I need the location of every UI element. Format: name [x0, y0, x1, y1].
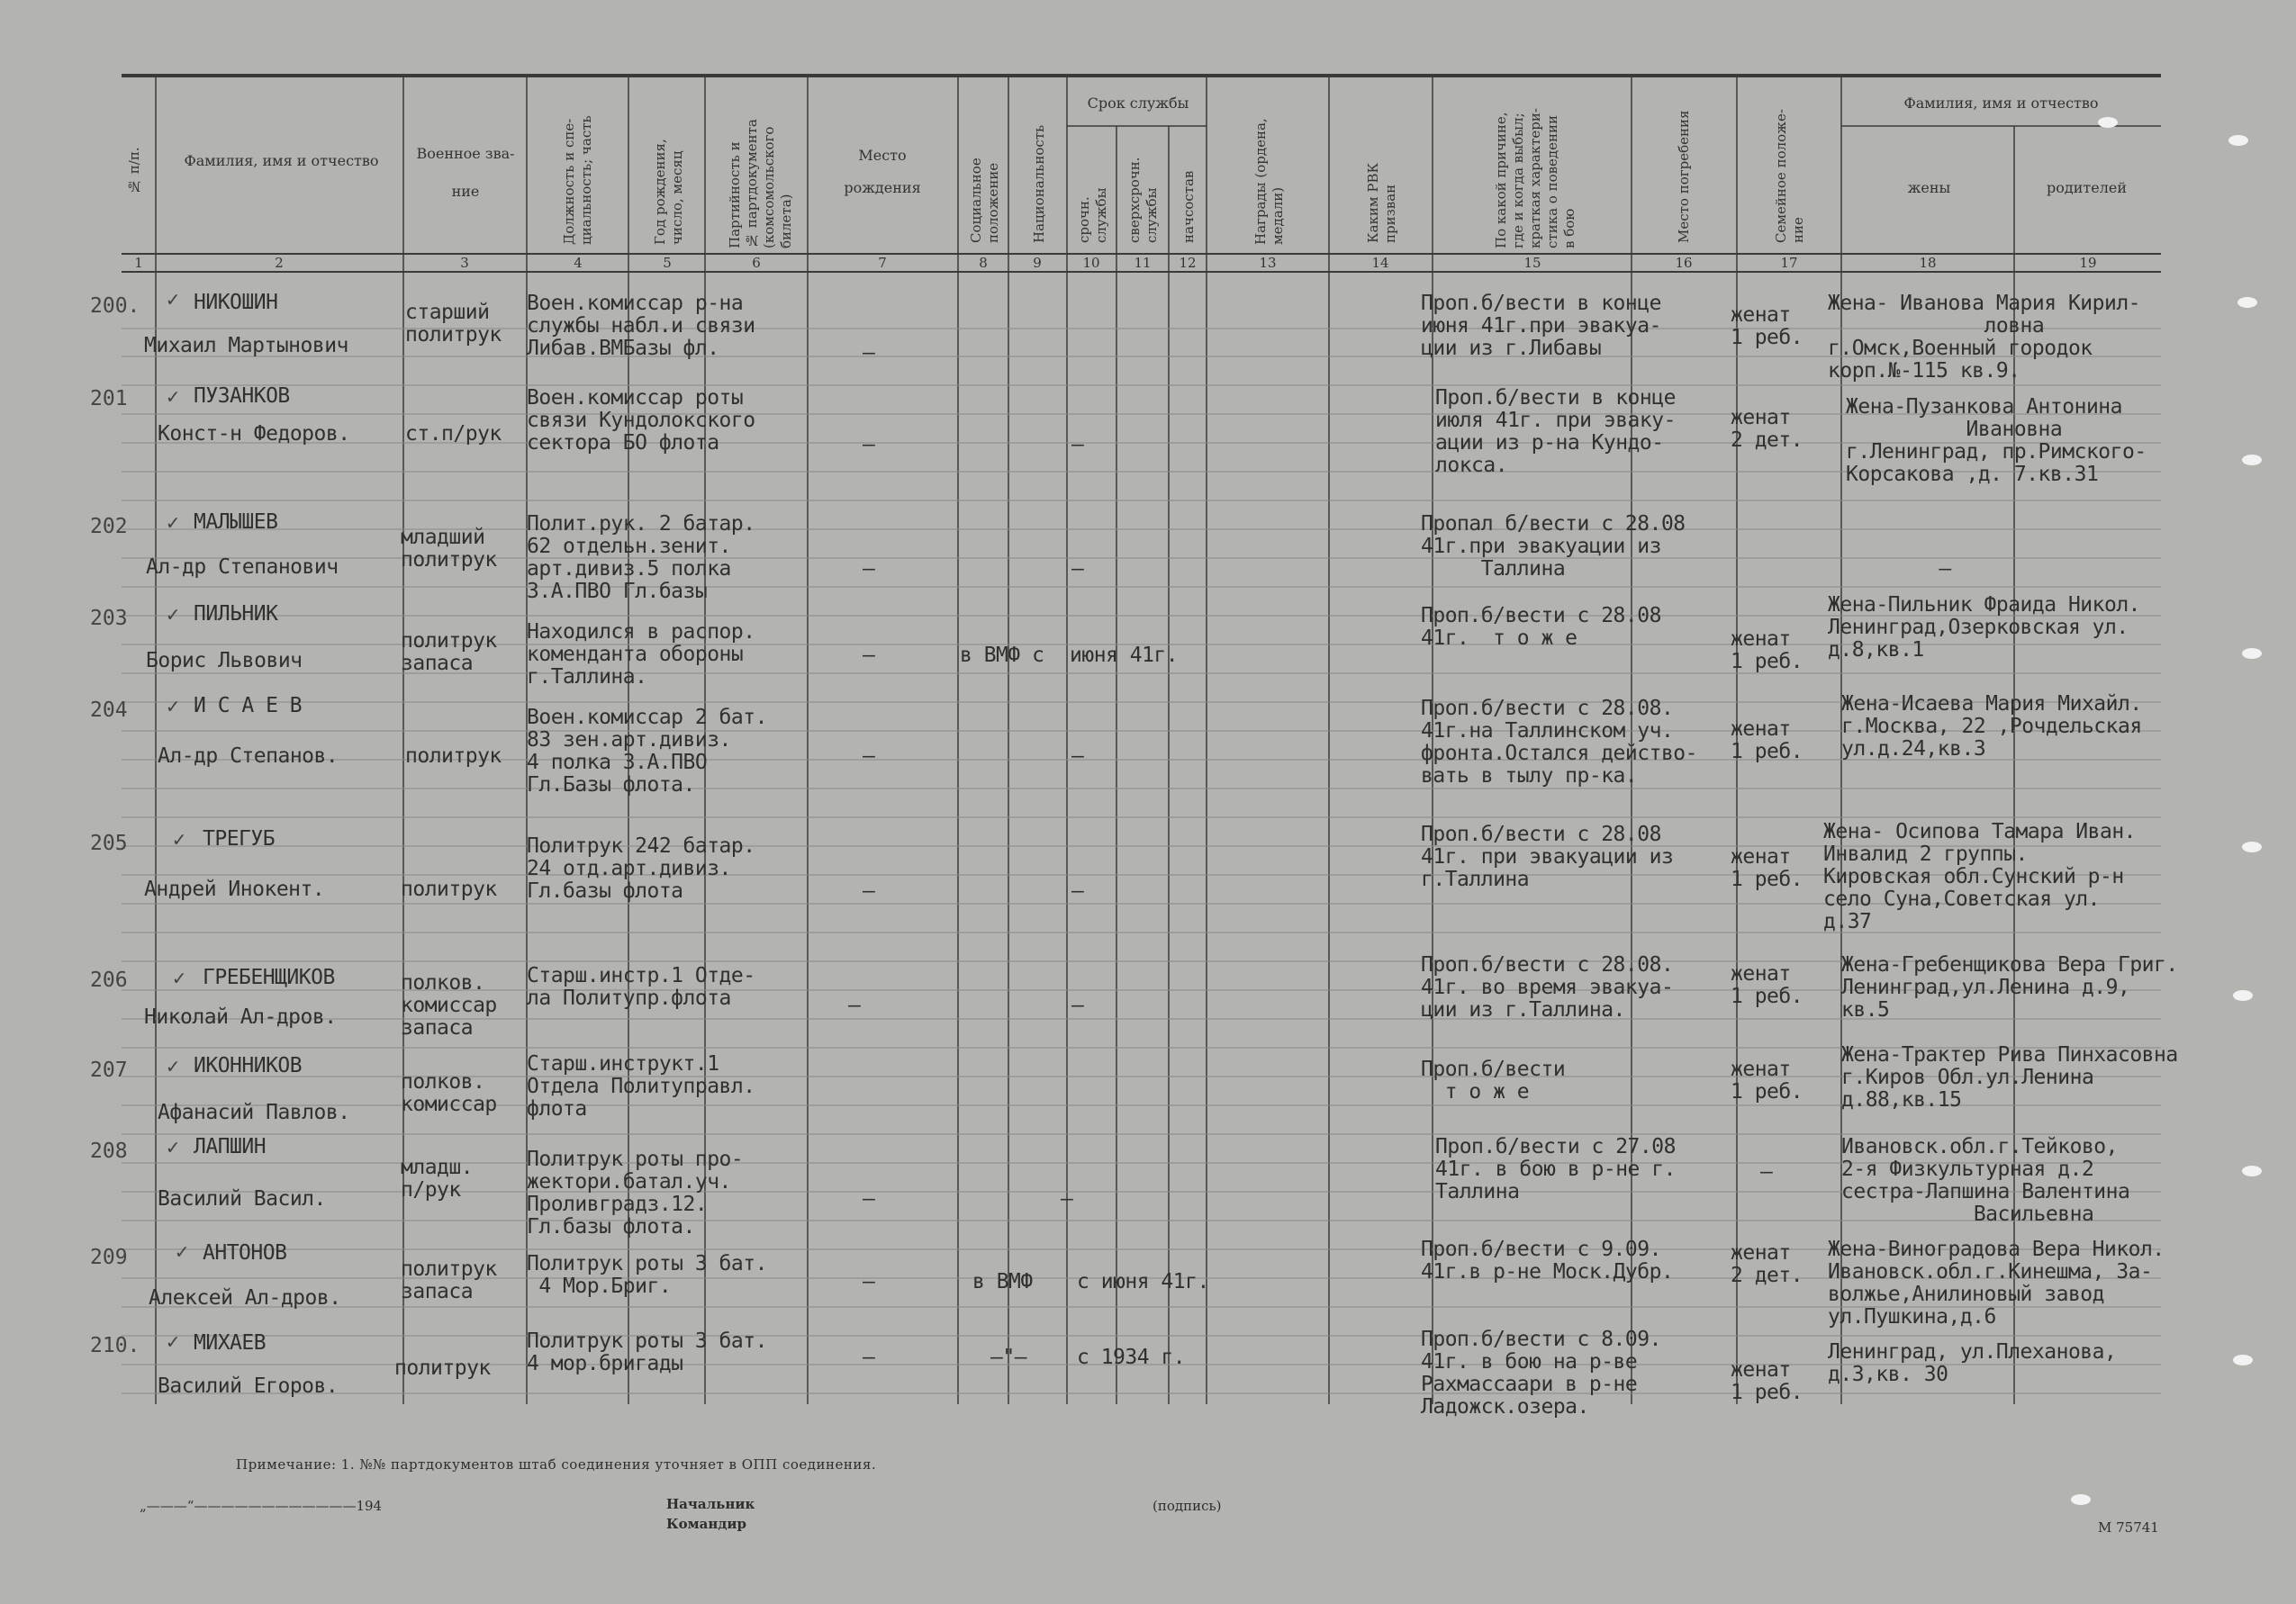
wife-info: Жена- Осипова Тамара Иван. Инвалид 2 группы. Кировская обл.Сунский р-н село Суна,Советская ул. д.37: [1823, 820, 2137, 933]
col-number: 18: [1919, 255, 1937, 271]
col-number: 12: [1179, 255, 1197, 271]
wife-info: Жена- Иванова Мария Кирил- ловна г.Омск,Военный городок корп.№-115 кв.9.: [1828, 292, 2141, 383]
header-rvk: Каким РВК призван: [1365, 162, 1398, 243]
col-number: 3: [460, 255, 469, 271]
col-number: 5: [663, 255, 672, 271]
wife-info: Жена-Пузанкова Антонина Ивановна г.Ленинград, пр.Римского- Корсакова ,д. 7.кв.31: [1846, 395, 2147, 486]
punch-hole: [2242, 455, 2262, 465]
reason: Проп.б/вести с 28.08 41г. при эвакуации из г.Таллина: [1421, 823, 1674, 891]
checkmark-icon: ✓: [167, 1055, 179, 1078]
position: Воен.комиссар р-на службы набл.и связи Либав.ВМБазы фл.: [527, 292, 755, 360]
col-number: 1: [134, 255, 143, 271]
row-number: 210.: [90, 1334, 140, 1357]
term-regular: с 1934 г.: [1077, 1346, 1186, 1369]
family-status: женат 1 реб.: [1731, 627, 1803, 673]
col-number: 7: [878, 255, 887, 271]
position: Политрук роты 3 бат. 4 мор.бригады: [527, 1329, 767, 1375]
position: Воен.комиссар 2 бат. 83 зен.арт.дивиз. 4 полка 3.А.ПВО Гл.Базы флота.: [527, 706, 767, 797]
col-number: 13: [1259, 255, 1277, 271]
header-num: № п/п.: [126, 147, 142, 195]
header-officers: начсостав: [1180, 170, 1197, 243]
punch-hole: [2237, 297, 2257, 308]
header-service-term: Срок службы: [1087, 95, 1189, 112]
position: Полит.рук. 2 батар. 62 отдельн.зенит. арт.дивиз.5 полка 3.А.ПВО Гл.базы: [527, 512, 755, 603]
surname: АНТОНОВ: [203, 1241, 287, 1265]
reason: Пропал б/вести с 28.08 41г.при эвакуации из Таллина: [1421, 512, 1686, 581]
surname: МИХАЕВ: [194, 1331, 267, 1355]
reason: Проп.б/вести с 27.08 41г. в бою в р-не г. Таллина: [1435, 1135, 1676, 1203]
position: Политрук 242 батар. 24 отд.арт.дивиз. Гл.базы флота: [527, 834, 755, 903]
rank: политрук запаса: [401, 629, 497, 675]
family-status: женат 1 реб.: [1731, 303, 1803, 349]
header-birthyear: Год рождения, число, месяц: [652, 139, 685, 245]
birthplace: –: [863, 744, 875, 768]
date-line: „———“————————————194: [140, 1498, 383, 1514]
reason: Проп.б/вести с 9.09. 41г.в р-не Моск.Дубр.: [1421, 1238, 1674, 1284]
header-nationality: Национальность: [1030, 124, 1047, 243]
reason: Проп.б/вести в конце июня 41г.при эвакуа- ции из г.Либавы: [1421, 292, 1661, 360]
nationality: в ВМФ: [972, 1270, 1033, 1293]
wife-info: –: [1939, 557, 1951, 581]
checkmark-icon: ✓: [167, 385, 179, 409]
family-status: женат 1 реб.: [1731, 717, 1803, 763]
header-birthplace: Место рождения: [844, 147, 921, 196]
given-name: Борис Львович: [146, 649, 303, 672]
wife-info: Жена-Пильник Фраида Никол. Ленинград,Озерковская ул. д.8,кв.1: [1828, 593, 2141, 662]
row-number: 203: [90, 607, 128, 630]
header-burial: Место погребения: [1675, 110, 1692, 243]
rank: младший политрук: [401, 526, 497, 572]
row-number: 200.: [90, 294, 140, 318]
wife-info: Жена-Трактер Рива Пинхасовна г.Киров Обл.ул.Ленина д.88,кв.15: [1841, 1043, 2178, 1112]
reason: Проп.б/вести с 28.08 41г. т о ж е: [1421, 604, 1661, 650]
reason: Проп.б/вести в конце июля 41г. при эваку- ации из р-на Кундо- локса.: [1435, 386, 1676, 477]
col-number: 17: [1780, 255, 1798, 271]
nationality: в ВМФ с: [960, 644, 1044, 667]
wife-info: Жена-Исаева Мария Михайл. г.Москва, 22 ,Рочдельская ул.д.24,кв.3: [1841, 692, 2142, 761]
col-number: 4: [574, 255, 583, 271]
reason: Проп.б/вести т о ж е: [1421, 1058, 1566, 1104]
header-social: Социальное положение: [968, 158, 1001, 243]
row-number: 208: [90, 1140, 128, 1163]
family-status: женат 2 дет.: [1731, 406, 1803, 452]
row-number: 201: [90, 387, 128, 410]
wife-info: Жена-Виноградова Вера Никол. Ивановск.обл.г.Кинешма, За- волжье,Анилиновый завод ул.Пушкина,д.6: [1828, 1238, 2165, 1329]
punch-hole: [2233, 1355, 2253, 1365]
given-name: Василий Егоров.: [158, 1374, 339, 1398]
term-regular: –: [1071, 744, 1084, 768]
checkmark-icon: ✓: [173, 828, 185, 852]
wife-info: Ленинград, ул.Плеханова, д.3,кв. 30: [1828, 1340, 2117, 1386]
surname: ЛАПШИН: [194, 1135, 267, 1158]
given-name: Афанасий Павлов.: [158, 1101, 350, 1124]
row-number: 204: [90, 698, 128, 722]
term-regular: –: [1071, 557, 1084, 581]
birthplace: –: [863, 557, 875, 581]
checkmark-icon: ✓: [167, 1330, 179, 1354]
given-name: Василий Васил.: [158, 1187, 326, 1211]
given-name: Николай Ал-дров.: [144, 1005, 337, 1029]
checkmark-icon: ✓: [167, 511, 179, 535]
reason: Проп.б/вести с 8.09. 41г. в бою на р-ве Рахмассаари в р-не Ладожск.озера.: [1421, 1328, 1661, 1419]
footnote: Примечание: 1. №№ партдокументов штаб соединения уточняет в ОПП соединения.: [236, 1456, 877, 1473]
family-status: женат 1 реб.: [1731, 962, 1803, 1008]
checkmark-icon: ✓: [167, 695, 179, 718]
position: Политрук роты 3 бат. 4 Мор.Бриг.: [527, 1252, 767, 1298]
nationality: –"–: [990, 1346, 1027, 1369]
header-parents: родителей: [2046, 179, 2127, 196]
header-relatives: Фамилия, имя и отчество: [1903, 95, 2099, 112]
surname: И С А Е В: [194, 694, 303, 717]
rank: политрук: [394, 1356, 491, 1380]
reason: Проп.б/вести с 28.08. 41г.на Таллинском уч. фронта.Остался действо- вать в тылу пр-ка.: [1421, 697, 1697, 788]
col-number: 11: [1134, 255, 1152, 271]
birthplace: –: [863, 644, 875, 667]
rank: ст.п/рук: [405, 422, 502, 446]
rank: полков. комиссар: [401, 1070, 497, 1116]
checkmark-icon: ✓: [173, 967, 185, 990]
family-status: женат 1 реб.: [1731, 1058, 1803, 1104]
surname: ТРЕГУБ: [203, 827, 276, 851]
header-reason: По какой причине, где и когда выбыл; краткая характери- стика о поведении в бою: [1492, 108, 1577, 248]
position: Старш.инструкт.1 Отдела Политуправл. флота: [527, 1052, 755, 1121]
family-status: женат 2 дет.: [1731, 1241, 1803, 1287]
header-term-extended: сверхсрочн. службы: [1126, 157, 1160, 243]
header-party: Партийность и № партдокумента (комсомольского билета): [727, 119, 794, 248]
punch-hole: [2242, 648, 2262, 659]
birthplace: –: [863, 1346, 875, 1369]
rank: политрук запаса: [401, 1257, 497, 1303]
row-number: 205: [90, 832, 128, 855]
checkmark-icon: ✓: [167, 603, 179, 626]
punch-hole: [2233, 990, 2253, 1001]
row-number: 209: [90, 1246, 128, 1269]
row-number: 207: [90, 1059, 128, 1082]
punch-hole: [2242, 842, 2262, 852]
header-awards: Награды (ордена, медали): [1252, 118, 1286, 245]
position: Воен.комиссар роты связи Кундолокского сектора БО флота: [527, 386, 755, 455]
surname: ИКОННИКОВ: [194, 1054, 303, 1077]
given-name: Алексей Ал-дров.: [149, 1286, 341, 1310]
rank: политрук: [405, 744, 502, 768]
term-regular: –: [1071, 879, 1084, 903]
rank: старший политрук: [405, 301, 502, 347]
reason: Проп.б/вести с 28.08. 41г. во время эвакуа- ции из г.Таллина.: [1421, 953, 1674, 1022]
term-regular: –: [1071, 994, 1084, 1017]
birthplace: –: [863, 1187, 875, 1211]
col-number: 6: [752, 255, 761, 271]
header-rank: Военное зва- ние: [416, 145, 515, 200]
term-regular: –: [1061, 1187, 1073, 1211]
commander-label: Командир: [666, 1516, 746, 1532]
surname: ПУЗАНКОВ: [194, 384, 290, 408]
col-number: 15: [1523, 255, 1541, 271]
position: Политрук роты про- жектори.батал.уч. Проливградз.12. Гл.базы флота.: [527, 1148, 744, 1239]
col-number: 10: [1082, 255, 1100, 271]
position: Старш.инстр.1 Отде- ла Политупр.флота: [527, 964, 755, 1010]
family-status: женат 1 реб.: [1731, 1358, 1803, 1404]
term-regular: июня 41г.: [1070, 644, 1179, 667]
position: Находился в распор. коменданта обороны г.Таллина.: [527, 620, 755, 689]
header-position: Должность и спе- циальность; часть: [561, 115, 594, 245]
surname: МАЛЫШЕВ: [194, 510, 278, 534]
col-number: 2: [275, 255, 284, 271]
birthplace: –: [863, 341, 875, 365]
header-term-regular: срочн. службы: [1076, 187, 1109, 243]
col-number: 14: [1371, 255, 1389, 271]
checkmark-icon: ✓: [167, 1136, 179, 1159]
row-number: 206: [90, 969, 128, 992]
term-regular: с июня 41г.: [1077, 1270, 1209, 1293]
punch-hole: [2228, 135, 2248, 146]
surname: НИКОШИН: [194, 291, 278, 314]
checkmark-icon: ✓: [167, 288, 179, 311]
given-name: Ал-др Степанович: [146, 555, 339, 579]
rank: политрук: [401, 878, 497, 901]
surname: ПИЛЬНИК: [194, 602, 278, 626]
term-regular: –: [1071, 433, 1084, 456]
given-name: Михаил Мартынович: [144, 334, 348, 357]
form-code: М 75741: [2098, 1519, 2159, 1536]
col-number: 9: [1033, 255, 1042, 271]
col-number: 16: [1675, 255, 1693, 271]
header-family: Семейное положе- ние: [1772, 109, 1806, 243]
given-name: Андрей Инокент.: [144, 878, 325, 901]
birthplace: –: [848, 994, 861, 1017]
punch-hole: [2098, 117, 2118, 128]
checkmark-icon: ✓: [176, 1240, 188, 1264]
header-fio: Фамилия, имя и отчество: [184, 152, 379, 169]
birthplace: –: [863, 433, 875, 456]
rank: полков. комиссар запаса: [401, 971, 497, 1040]
wife-info: Ивановск.обл.г.Тейково, 2-я Физкультурная д.2 сестра-Лапшина Валентина Васильевна: [1841, 1135, 2130, 1226]
header-wife: жены: [1907, 179, 1951, 196]
given-name: Ал-др Степанов.: [158, 744, 339, 768]
birthplace: –: [863, 1270, 875, 1293]
rank: младш. п/рук: [401, 1156, 474, 1202]
wife-info: Жена-Гребенщикова Вера Григ. Ленинград,ул.Ленина д.9, кв.5: [1841, 953, 2178, 1022]
col-number: 8: [979, 255, 988, 271]
family-status: –: [1760, 1160, 1773, 1184]
punch-hole: [2071, 1494, 2091, 1505]
birthplace: –: [863, 879, 875, 903]
signature-label: (подпись): [1153, 1498, 1222, 1514]
punch-hole: [2242, 1166, 2262, 1176]
row-number: 202: [90, 515, 128, 538]
surname: ГРЕБЕНЩИКОВ: [203, 966, 335, 989]
col-number: 19: [2079, 255, 2097, 271]
given-name: Конст-н Федоров.: [158, 422, 350, 446]
chief-label: Начальник: [666, 1496, 755, 1512]
family-status: женат 1 реб.: [1731, 845, 1803, 891]
